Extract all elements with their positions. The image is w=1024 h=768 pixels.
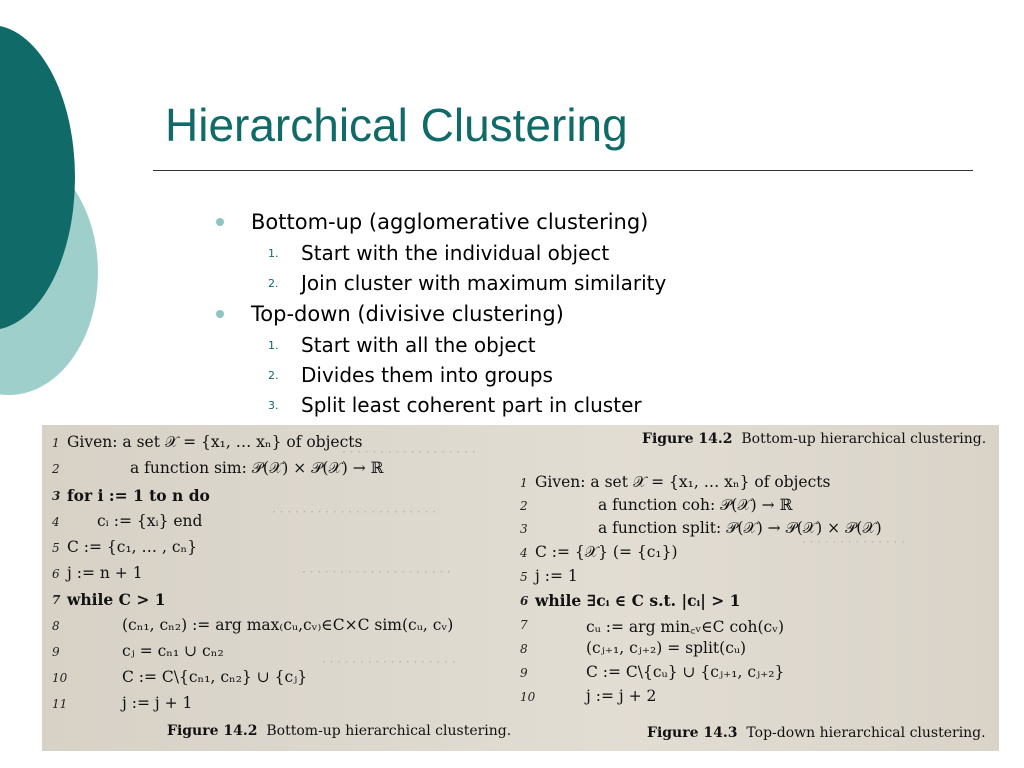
background-texture: · · · · · · · · · · · · · · · · · · · · · · xyxy=(272,505,437,519)
figure-caption: Figure 14.2 Bottom-up hierarchical clustering. xyxy=(167,723,512,739)
sub-item-number: 1. xyxy=(268,339,279,352)
sub-item-number: 2. xyxy=(268,369,279,382)
sub-item-text: Divides them into groups xyxy=(301,363,553,387)
sub-item-number: 2. xyxy=(268,277,279,290)
sub-item-text: Join cluster with maximum similarity xyxy=(301,271,667,295)
bullet-text: Bottom-up (agglomerative clustering) xyxy=(251,210,649,234)
slide-title: Hierarchical Clustering xyxy=(165,99,628,151)
title-divider xyxy=(153,170,973,171)
background-texture: · · · · · · · · · · · · · · · · · · · · xyxy=(302,565,451,579)
sub-item-number: 1. xyxy=(268,247,279,260)
sub-item-text: Start with all the object xyxy=(301,333,536,357)
figure-caption: Figure 14.2 Bottom-up hierarchical clustering. xyxy=(642,431,987,447)
sub-item-text: Split least coherent part in cluster xyxy=(301,393,642,417)
bullet-dot-icon xyxy=(216,310,224,318)
sub-item-text: Start with the individual object xyxy=(301,241,610,265)
figure-caption: Figure 14.3 Top-down hierarchical clustering. xyxy=(647,725,986,741)
background-texture: · · · · · · · · · · · · · · · · · · xyxy=(322,655,456,669)
bullet-text: Top-down (divisive clustering) xyxy=(251,302,564,326)
background-texture: · · · · · · · · · · · · · · xyxy=(802,535,905,549)
sub-item-number: 3. xyxy=(268,399,279,412)
scanned-figure: · · · · · · · · · · · · · · · · · · · · · · · · · · · · · · · · · · · · · · · · · · · · · · · · · · · · · · · · · · · · · · · · · · · · · · · · · · · · · · · · · · · · · · · · · · · · 1 Given: a set 𝒳 = {x₁, … xₙ} of objects 2 a function sim: 𝒫(𝒳) × 𝒫(𝒳) → ℝ 3 for i := 1 to n do 4 cᵢ := {xᵢ} end 5 C := {c₁, … , cₙ} 6 j := n + 1 7 while C > 1 8 (cₙ₁, cₙ₂) := arg max₍cᵤ,cᵥ₎∈C×C sim(cᵤ, cᵥ) 9 cⱼ = cₙ₁ ∪ cₙ₂ 10 C := C\{cₙ₁, cₙ₂} ∪ {cⱼ} 11 j := j + 1 Figure 14.2 Bottom-up hierarchical clustering. Figure 14.2 Bottom-up hierarchical clustering. 1 Given: a set 𝒳 = {x₁, … xₙ} of objects 2 a function coh: 𝒫(𝒳) → ℝ 3 a function split: 𝒫(𝒳) → 𝒫(𝒳) × 𝒫(𝒳) 4 C := {𝒳} (= {c₁}) 5 j := 1 6 while ∃cᵢ ∈ C s.t. |cᵢ| > 1 7 cᵤ := arg min꜀ᵥ∈C coh(cᵥ) 8 (cⱼ₊₁, cⱼ₊₂) = split(cᵤ) 9 C := C\{cᵤ} ∪ {cⱼ₊₁, cⱼ₊₂} 10 j := j + 2 Figure 14.3 Top-down hierarchical clustering. xyxy=(42,425,999,751)
background-texture: · · · · · · · · · · · · · · · · · · xyxy=(342,445,476,459)
bullet-dot-icon xyxy=(216,218,224,226)
